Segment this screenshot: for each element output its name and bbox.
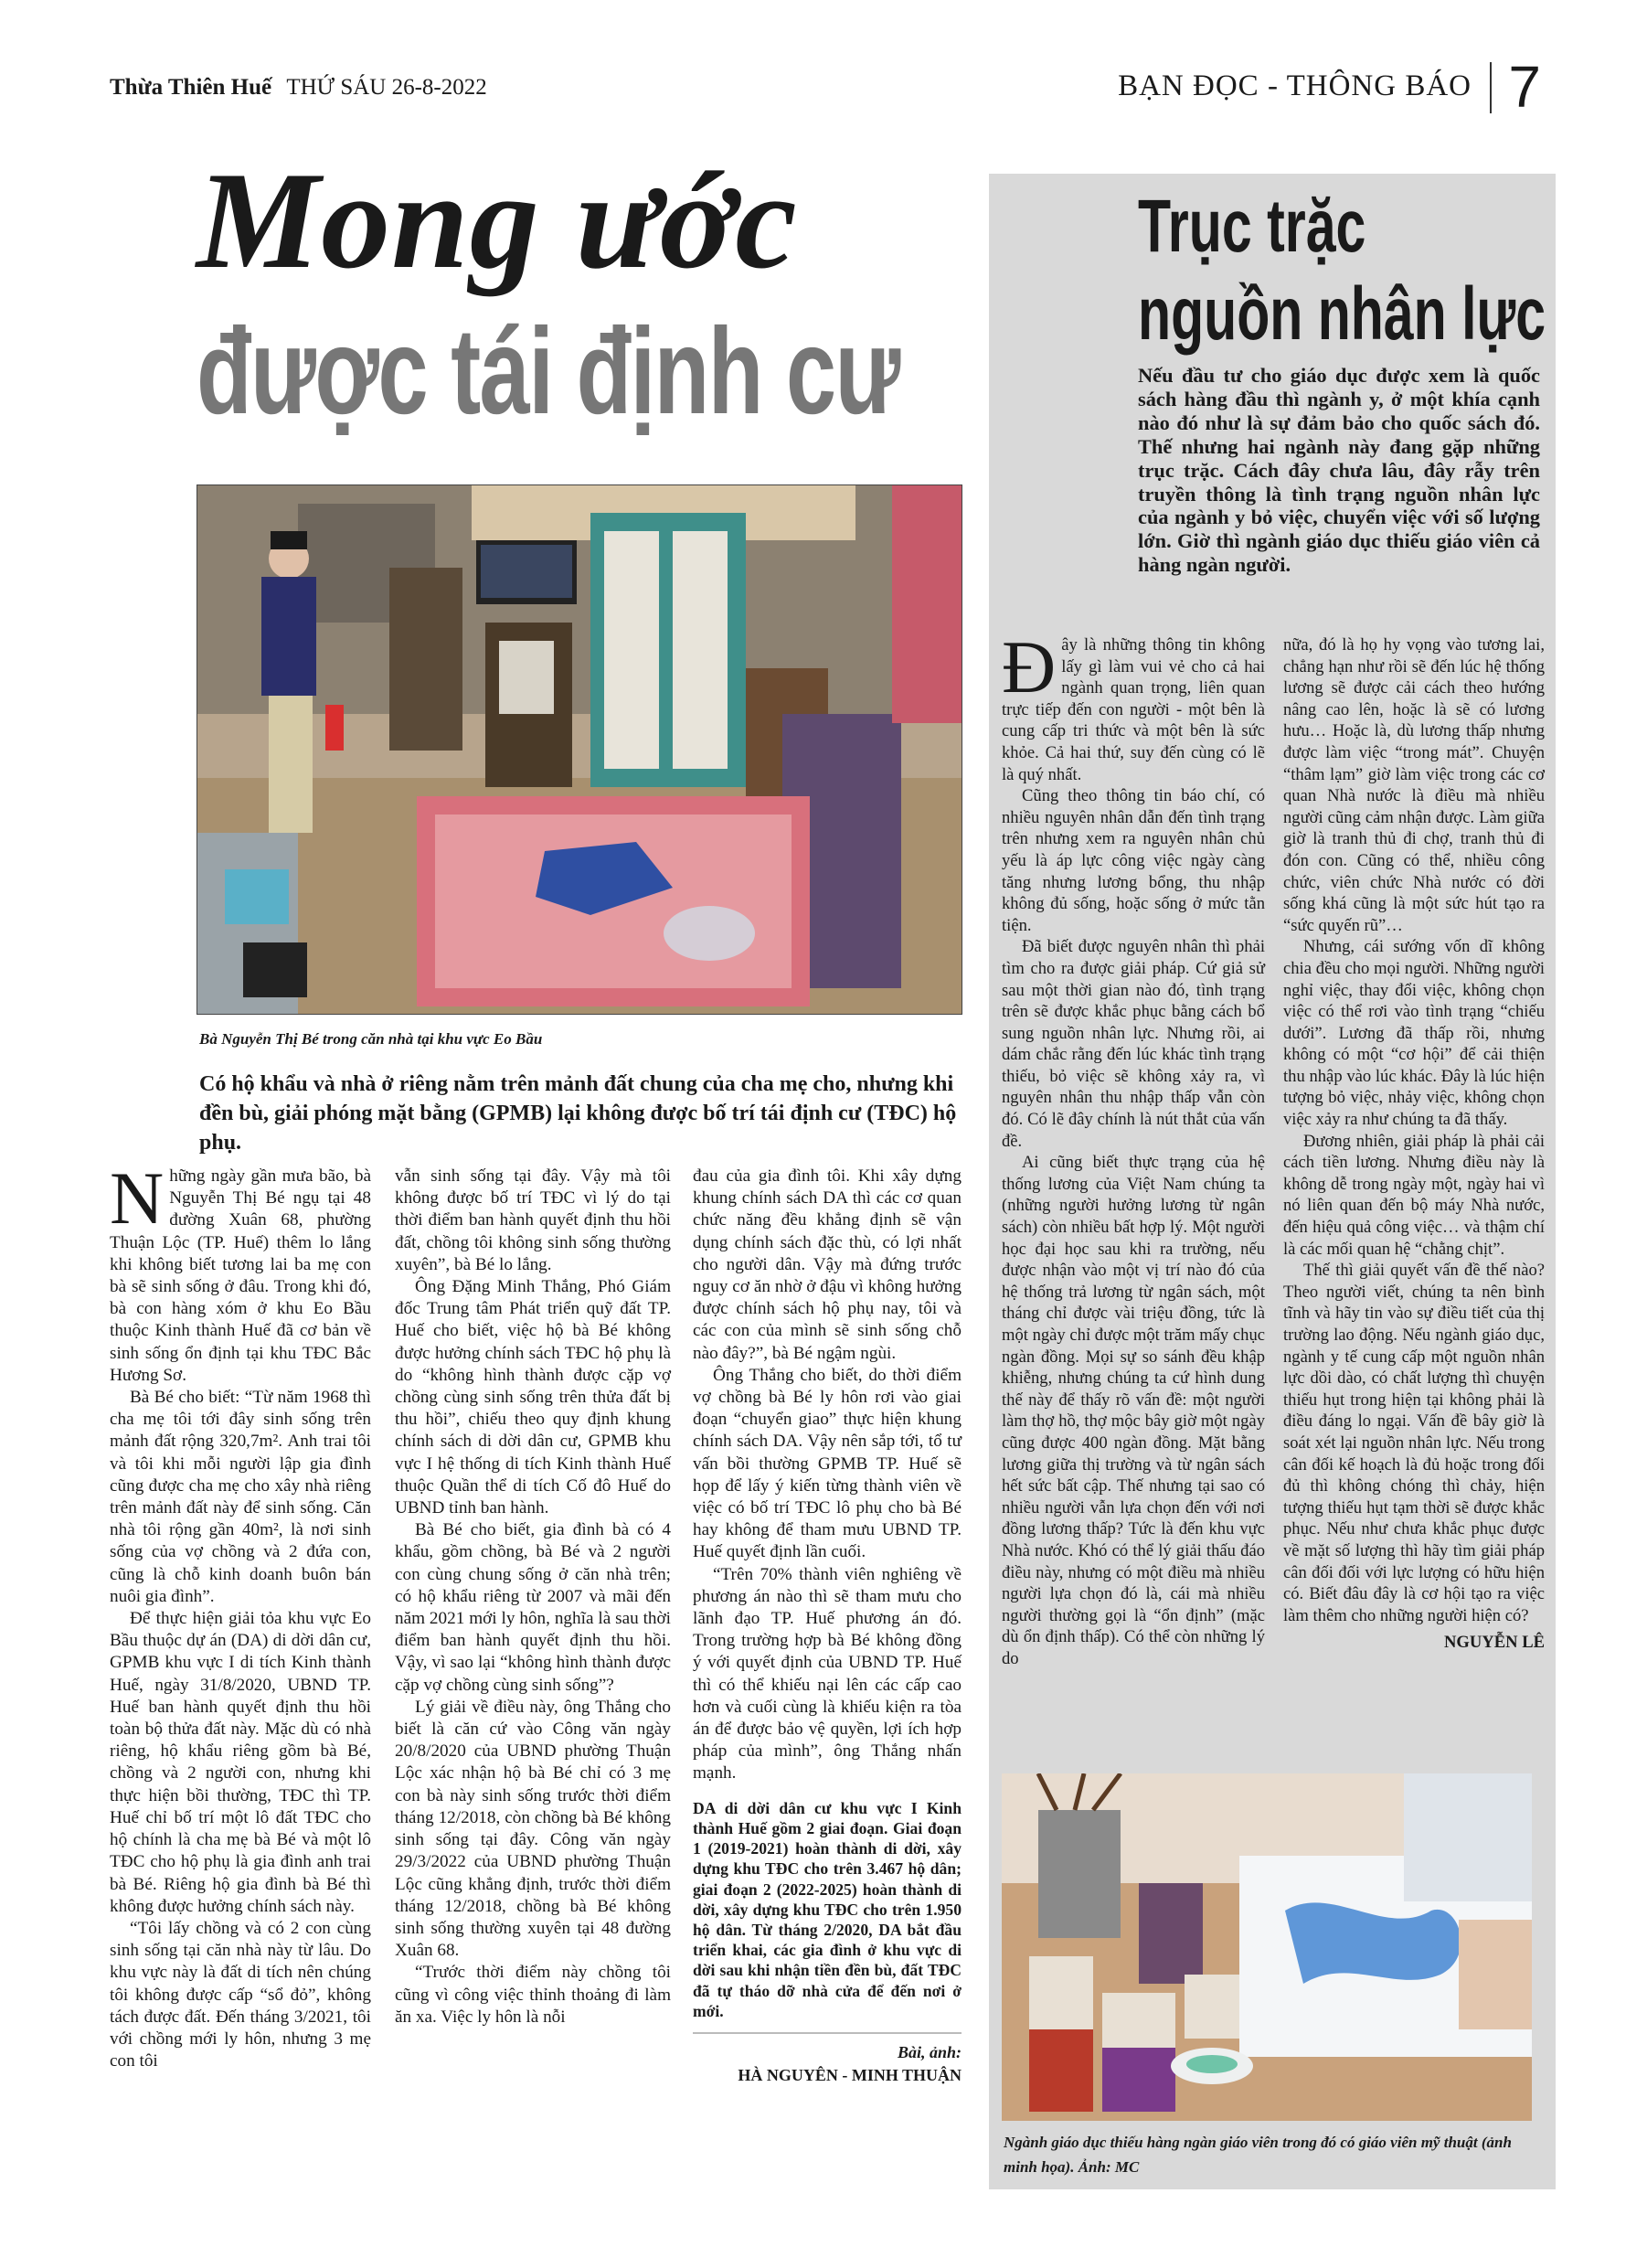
page-number: 7	[1508, 54, 1541, 120]
article2-paragraph: Đương nhiên, giải pháp là phải cải cách tiền lương. Nhưng điều này là không dễ trong ngày một, ngày hai vì nó liên quan đến bộ máy Nhà nước, đến hiệu quả công việc… và thậm chí là các mối quan hệ “chằng chịt”.	[1283, 1131, 1545, 1259]
article1-paragraph: Lý giải về điều này, ông Thắng cho biết là căn cứ vào Công văn ngày 20/8/2020 của UBND phường Thuận Lộc xác nhận hộ bà Bé chỉ có 3 mẹ con bà này sinh sống trước thời điểm tháng 12/2018, còn chồng bà Bé không sinh sống tại đây. Công văn ngày 29/3/2022 của UBND phường Thuận Lộc cũng khẳng định, trước thời điểm tháng 12/2018, chồng bà Bé không sinh sống thường xuyên tại 48 đường Xuân 68.	[395, 1697, 671, 1961]
header-masthead	[110, 75, 487, 101]
page-header	[110, 54, 1545, 120]
article1-title-line1: Mong ước	[197, 144, 798, 297]
article2-lead: Nếu đầu tư cho giáo dục được xem là quốc sách hàng đầu thì ngành y, ở một khía cạnh nào đó như là sự đảm bảo cho quốc sách đó. Thế nhưng hai ngành này đang gặp những trục trặc. Cách đây chưa lâu, đây rẫy trên truyền thông là tình trạng nguồn nhân lực của ngành y bỏ việc, chuyển việc với số lượng lớn. Giờ thì ngành giáo dục thiếu giáo viên cả hàng ngàn người.	[1138, 364, 1540, 577]
article2-paragraph: Ai cũng biết thực trạng của hệ thống lương của Việt Nam chúng ta (những người hưởng lương từ ngân sách) còn nhiều bất hợp lý. Một người học đại học sau khi ra trường, nếu được nhận vào một vị trí nào đó của hệ thống trả lương từ ngân sách, một tháng chỉ được vài triệu đồng, tức là một ngày chỉ được một trăm mấy chục ngàn đồng. Mọi sự so sánh đều khập khiễng, nhưng chúng ta cứ hình dung thế này để thấy rõ vấn đề: một người làm thợ hồ, thợ mộc bây giờ một ngày cũng được 400 ngàn đồng. Mặt bằng lương giữa thị trường và từ ngân sách hết sức bất cập. Thế nhưng tại sao có nhiều người vẫn lựa chọn đến với nơi đồng lương thấp? Tức là đến khu vực Nhà nước. Khó có thể lý giải thấu đáo điều này, nhưng có một điều mà nhiều người lựa chọn đó là, cái mà nhiều người thường gọi là “ổn định” (mặc dù ổn định thấp). Có thể còn những lý do	[1002, 1153, 1265, 1668]
article2-dropcap: Đ	[1002, 625, 1057, 708]
article2-paragraph: Đã biết được nguyên nhân thì phải tìm cho ra được giải pháp. Cứ giả sử sau một thời gian nào đó, tình trạng trên sẽ được khắc phục bằng cách bổ sung nguồn nhân lực. Nhưng rồi, ai dám chắc rằng đến lúc khác tình trạng thiếu, bỏ việc sẽ không xảy ra, vì nguyên nhân thu nhập thấp vẫn còn đó. Có lẽ đây chính là nút thắt của vấn đề.	[1002, 937, 1265, 1151]
article1-paragraph: “Tôi lấy chồng và có 2 con cùng sinh sống tại căn nhà này từ lâu. Do khu vực này là đất di tích nên chúng tôi không được cấp “sổ đỏ”, không tách được đất. Đến tháng 3/2021, tôi với chồng mới ly hôn, nhưng 3 mẹ con tôi	[110, 1918, 371, 2071]
article1-byline	[693, 2032, 962, 2087]
article1-lead: Có hộ khẩu và nhà ở riêng nằm trên mảnh đất chung của cha mẹ cho, nhưng khi đền bù, giải phóng mặt bằng (GPMB) lại không được bố trí tái định cư (TĐC) hộ phụ.	[199, 1072, 957, 1155]
article1-paragraph: Ông Đặng Minh Thắng, Phó Giám đốc Trung tâm Phát triển quỹ đất TP. Huế cho biết, việc hộ bà Bé không được hưởng chính sách TĐC hộ phụ là do “không hình thành được cặp vợ chồng cùng sinh sống trên thửa đất bị thu hồi”, chiếu theo quy định khung chính sách di dời dân cư, GPMB khu vực I hệ thống di tích Kinh thành Huế thuộc Quần thể di tích Cố đô Huế do UBND tỉnh ban hành.	[395, 1277, 671, 1518]
article1-paragraph: Bà Bé cho biết: “Từ năm 1968 thì cha mẹ tôi tới đây sinh sống trên mảnh đất rộng 320,7m². Anh trai tôi và tôi khi mỗi người lập gia đình cũng được cha mẹ cho xây nhà riêng trên mảnh đất này để sinh sống. Căn nhà tôi rộng gần 40m², là nơi sinh sống của vợ chồng và 2 đứa con, cũng là chỗ kinh doanh buôn bán nuôi gia đình”.	[110, 1388, 371, 1606]
issue-date: THỨ SÁU 26-8-2022	[286, 75, 487, 100]
article2-paragraph-text: ây là những thông tin không lấy gì làm vui vẻ cho cả hai ngành quan trọng, liên quan trực tiếp đến con người - một bên là cung cấp tri thức và một bên là sức khỏe. Cả hai thứ, suy đến cùng có lẽ là quý nhất.	[1002, 635, 1265, 784]
article1-paragraph-text: hững ngày gần mưa bão, bà Nguyễn Thị Bé ngụ tại 48 đường Xuân 68, phường Thuận Lộc (TP. Huế) thêm lo lắng khi không biết tương lai ba mẹ con bà sẽ sinh sống ở đâu. Trong khi đó, bà con hàng xóm ở khu Eo Bầu thuộc Kinh thành Huế đã cơ bản về sinh sống ổn định tại khu TĐC Bắc Hương Sơ.	[110, 1166, 371, 1385]
article2-title-line1: Trục trặc	[1138, 185, 1366, 268]
article2-author: NGUYỄN LÊ	[1443, 1633, 1545, 1653]
article1-paragraph: vẫn sinh sống tại đây. Vậy mà tôi không được bố trí TĐC vì lý do tại thời điểm ban hành quyết định thu hồi đất, chồng tôi không sinh sống thường xuyên”, bà Bé lo lắng.	[395, 1166, 671, 1274]
article2-paragraph	[1002, 625, 1265, 785]
article2-photo	[1002, 1773, 1532, 2121]
header-divider	[1490, 62, 1492, 113]
article1-title-line2: được tái định cư	[197, 303, 899, 440]
article2-column-1	[1002, 625, 1265, 1670]
article1-paragraph: Bà Bé cho biết, gia đình bà có 4 khẩu, gồm chồng, bà Bé và 2 người con cùng chung sống ở căn nhà trên; có hộ khẩu riêng từ 2007 và mãi đến năm 2021 mới ly hôn, nghĩa là sau thời điểm ban hành quyết định thu hồi. Vậy, vì sao lại “không hình thành được cặp vợ chồng cùng sinh sống”?	[395, 1520, 671, 1695]
article1-photo	[197, 484, 962, 1015]
byline-authors: HÀ NGUYÊN - MINH THUẬN	[738, 2065, 962, 2084]
article2-paragraph: nữa, đó là họ hy vọng vào tương lai, chẳng hạn như rồi sẽ đến lúc hệ thống lương sẽ được cải cách theo hướng nâng cao lên, hoặc là sẽ có lương hưu… Hoặc là, dù lương thấp nhưng được làm việc “trong mát”. Chuyện “thâm lạm” giờ làm việc trong các cơ quan Nhà nước là điều mà nhiều người cũng cảm nhận được. Làm giữa giờ là tranh thủ đi chợ, tranh thủ đi đón con. Cũng có thể, nhiều công chức, viên chức Nhà nước có đời sống khá cũng là một sức hút tạo ra “sức quyến rũ”…	[1283, 635, 1545, 935]
article1-factbox: DA di dời dân cư khu vực I Kinh thành Huế gồm 2 giai đoạn. Giai đoạn 1 (2019-2021) hoàn thành di dời, xây dựng khu TĐC cho trên 3.467 hộ dân; giai đoạn 2 (2022-2025) hoàn thành di dời, xây dựng khu TĐC cho trên 1.950 hộ dân. Từ tháng 2/2020, DA bắt đầu triển khai, các gia đình ở khu vực di dời sau khi nhận tiền đền bù, đất TĐC đã tự tháo dỡ nhà cửa để đến nơi ở mới.	[693, 1798, 962, 2020]
article1-paragraph: Để thực hiện giải tỏa khu vực Eo Bầu thuộc dự án (DA) di dời dân cư, GPMB khu vực I di tích Kinh thành Huế, ngày 31/8/2020, UBND TP. Huế ban hành quyết định thu hồi toàn bộ thửa đất này. Mặc dù có nhà riêng, hộ khẩu riêng gồm bà Bé, chồng và 2 người con, nhưng khi thực hiện bồi thường, TĐC thì TP. Huế chỉ bố trí một lô đất TĐC cho hộ chính là cha mẹ bà Bé và một lô TĐC cho hộ phụ là gia đình anh trai bà Bé. Riêng hộ gia đình bà Bé thì không được hưởng chính sách này.	[110, 1609, 371, 1916]
article2-photo-caption: Ngành giáo dục thiếu hàng ngàn giáo viên trong đó có giáo viên mỹ thuật (ảnh minh họa). Ảnh: MC	[1004, 2134, 1512, 2176]
article2-paragraph: Cũng theo thông tin báo chí, có nhiều nguyên nhân dẫn đến tình trạng trên nhưng xem ra nguyên nhân chủ yếu là áp lực công việc ngày càng tăng nhưng lương bổng, thu nhập không đủ sống, hoặc sống ở mức tằn tiện.	[1002, 786, 1265, 935]
article1-dropcap: N	[110, 1156, 165, 1240]
section-name: BẠN ĐỌC - THÔNG BÁO	[1118, 69, 1472, 102]
article1-paragraph: Ông Thắng cho biết, do thời điểm vợ chồng bà Bé ly hôn rơi vào giai đoạn “chuyển giao” thực hiện khung chính sách DA. Vậy nên sắp tới, tổ tư vấn bồi thường GPMB TP. Huế sẽ họp để lấy ý kiến từng thành viên về việc có bố trí TĐC lô phụ cho bà Bé hay không để tham mưu UBND TP. Huế quyết định lần cuối.	[693, 1365, 962, 1562]
article1-paragraph: “Trên 70% thành viên nghiêng về phương án nào thì sẽ tham mưu cho lãnh đạo TP. Huế phương án đó. Trong trường hợp bà Bé không đồng ý với quyết định của UBND TP. Huế thì có thể khiếu nại lên các cấp cao hơn và cuối cùng là khiếu kiện ra tòa án để được bảo vệ quyền, lợi ích hợp pháp của mình”, ông Thắng nhấn mạnh.	[693, 1564, 962, 1784]
article2-paragraph: Nhưng, cái sướng vốn dĩ không chia đều cho mọi người. Những người nghỉ việc, thay đổi việc, không chọn việc có thể rơi vào tình trạng “chiếu dưới”. Lương đã thấp rồi, nhưng không có một “cơ hội” để cải thiện thu nhập vào lúc khác. Đây là lúc hiện tượng bỏ việc, nhảy việc, không chọn việc xảy ra như chúng ta đã thấy.	[1283, 937, 1545, 1130]
article1-paragraph: “Trước thời điểm này chồng tôi cũng vì công việc thỉnh thoảng đi làm ăn xa. Việc ly hôn là nỗi	[395, 1963, 671, 2027]
article1-paragraph	[110, 1156, 371, 1387]
article1-column-2	[395, 1166, 671, 2028]
newspaper-name: Thừa Thiên Huế	[110, 75, 272, 100]
article1-photo-caption: Bà Nguyễn Thị Bé trong căn nhà tại khu vực Eo Bầu	[199, 1030, 543, 1048]
article2-title	[1138, 183, 1546, 358]
article2-title-line2: nguồn nhân lực	[1138, 272, 1546, 356]
article2-paragraph: Thế thì giải quyết vấn đề thế nào? Theo người viết, chúng ta nên bình tĩnh và hãy tin vào sự điều tiết của thị trường lao động. Nếu ngành giáo dục, ngành y tế cung cấp một nguồn nhân lực dồi dào, có chất lượng thì chuyện thiếu hụt trong hiện tại không phải là điều đáng lo ngại. Vấn đề bây giờ là soát xét lại nguồn nhân lực. Nếu trong cân đối kế hoạch là đủ hoặc trong đối đủ thì không chóng thì chảy, hiện tượng thiếu hụt tạm thời sẽ được khắc phục. Nếu như chưa khắc phục được về mặt số lượng thì hãy tìm giải pháp cân đối đối với lực lượng có hữu hiện có. Biết đâu đây là cơ hội tạo ra việc làm thêm cho những người hiện có?	[1283, 1261, 1545, 1625]
article1-column-1	[110, 1156, 371, 2072]
article1-column-3	[693, 1166, 962, 2087]
article1-paragraph: đau của gia đình tôi. Khi xây dựng khung chính sách DA thì các cơ quan chức năng đều khẳng định sẽ vận dụng chính sách đặc thù, có lợi nhất cho người dân. Vậy mà đứng trước nguy cơ ăn nhờ ở đậu vì không hưởng được chính sách hộ phụ nay, tôi và các con của mình sẽ sinh sống chỗ nào đây?”, bà Bé ngậm ngùi.	[693, 1166, 962, 1363]
article2-column-2	[1283, 634, 1545, 1654]
byline-label: Bài, ảnh:	[897, 2042, 962, 2061]
